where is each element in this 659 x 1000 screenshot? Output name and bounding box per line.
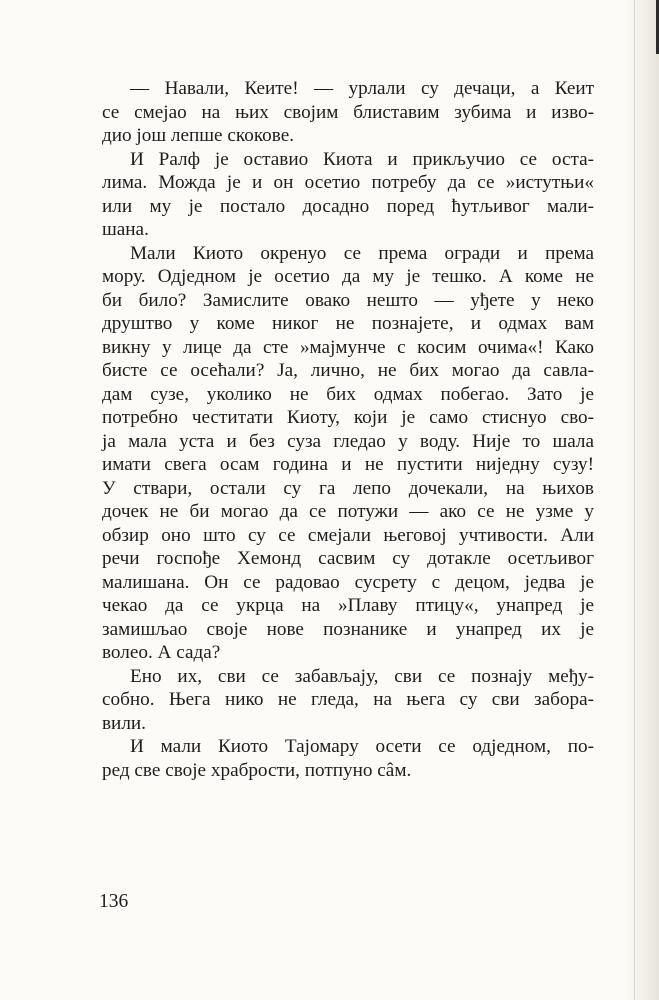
text-line: собно. Њега нико не гледа, на њега су сви заборa- <box>102 689 594 710</box>
text-line: Мали Киото окренуо се према огради и према <box>130 242 594 264</box>
text-line: потребно честитати Киоту, који је само стиснуо сво- <box>102 407 594 428</box>
text-line: шана. <box>102 219 149 240</box>
text-line: бисте се осећали? Ја, лично, не бих могао да савла- <box>102 360 594 381</box>
text-line: Ено их, сви се забављају, сви се познају међу- <box>130 665 594 687</box>
text-line: би било? Замислите овако нешто — уђете у неко <box>102 289 594 311</box>
text-line: мору. Одједном је осетио да му је тешко. А коме не <box>102 266 594 287</box>
text-line: вили. <box>102 712 146 734</box>
text-line: дам сузе, уколико не бих одмах побегао. Зато је <box>102 383 594 405</box>
text-line: речи госпође Хемонд сасвим су дотакле осетљивог <box>102 548 594 569</box>
text-line: обзир оно што су се смејали његовој учтивости. Али <box>102 524 594 546</box>
text-line: — Навали, Кеите! — урлали су дечаци, а Кеит <box>130 78 594 99</box>
text-line: малишана. Он се радовао сусрету с децом, једва је <box>102 571 594 593</box>
text-line: чекао да се укрца на »Плаву птицу«, унапред је <box>102 595 594 616</box>
text-line: ред све своје храбрости, потпуно сâм. <box>102 759 412 781</box>
text-line: дио још лепше скокове. <box>102 125 295 146</box>
body-text <box>102 77 594 782</box>
page-edge-line <box>634 0 635 1000</box>
text-line: друштво у коме никог не познајете, и одмах вам <box>102 313 594 334</box>
text-line: викну у лице да сте »мајмунче с косим очима«! Како <box>102 336 594 358</box>
text-line: или му је постало досадно поред ћутљивог мали- <box>102 195 594 217</box>
text-line: имати свега осам година и не пустити ниједну сузу! <box>102 454 594 475</box>
text-line: волео. А сада? <box>102 642 221 663</box>
text-line: дочек не би могао да се потужи — ако се не узме у <box>102 501 594 522</box>
text-line: У ствари, остали су га лепо дочекали, на њихов <box>102 477 594 499</box>
text-line: И мали Киото Тајомару осети се одједном, по- <box>130 736 594 757</box>
text-line: И Ралф је оставио Киота и прикључио се оста- <box>130 148 594 170</box>
text-line: се смејао на њих својим блиставим зубима и изво- <box>102 101 594 123</box>
text-line: лима. Можда је и он осетио потребу да се »истутњи« <box>102 172 594 193</box>
text-line: замишљао своје нове познанике и унапред их је <box>102 618 594 640</box>
page-number: 136 <box>99 891 129 912</box>
text-line: ја мала уста и без суза гледао у воду. Није то шала <box>102 430 594 452</box>
page-edge-shadow <box>623 0 659 1000</box>
